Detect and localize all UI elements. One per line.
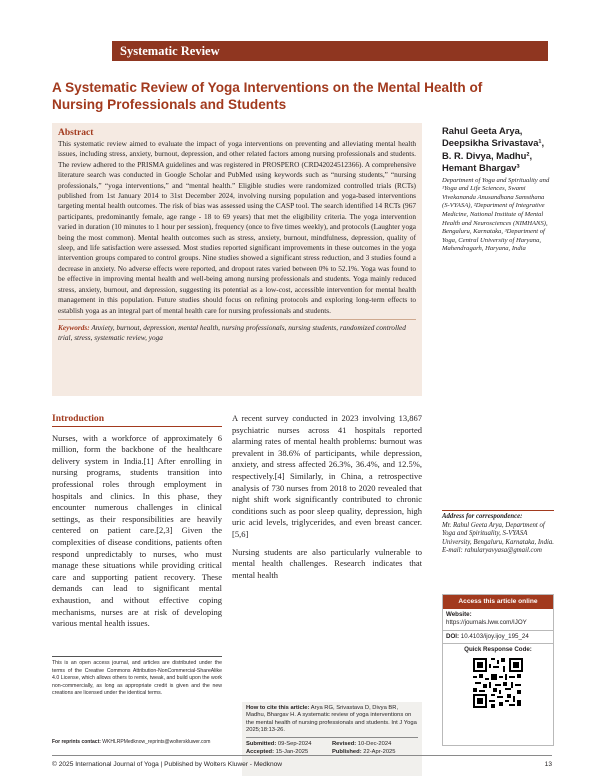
correspondence-label: Address for correspondence: (442, 513, 523, 520)
published-date: Published: 22-Apr-2025 (332, 749, 396, 756)
keywords-text: Anxiety, burnout, depression, mental health, nursing professionals, nursing students, randomized controlled trial, stress, systematic review, yoga (58, 322, 406, 343)
citation-label: How to cite this article: (246, 705, 310, 711)
license-notice: This is an open access journal, and articles are distributed under the terms of the Creative Commons Attribution-NonCommercial-ShareAlike 4.0 License, which allows others to remix, tweak, and build upon the work non-commercially, as long as appropriate credit is given and the new creations are licensed under the identical terms. (52, 656, 222, 698)
page-footer (52, 759, 552, 771)
website-link[interactable]: https://journals.lww.com/IJOY (446, 619, 527, 627)
citation-divider (246, 737, 418, 738)
footer-divider (52, 755, 552, 756)
body-column-middle (232, 413, 422, 587)
qr-label: Quick Response Code: (464, 646, 532, 654)
access-online-box (442, 594, 554, 746)
intro-paragraph-2: A recent survey conducted in 2023 involving 13,867 psychiatric nurses across 41 hospitals reported alarming rates of mental health problems: burnout was prevalent in 38.6% of participants, while depression, anxiety, and stress affected 26.3%, 36.4%, and 12.5%, respectively.[4] Similarly, in China, a retrospective analysis of 730 nurses from 2018 to 2020 revealed that night shift work significantly contributed to chronic conditions such as poor sleep quality, depression, high uric acid levels, triglycerides, and even breast cancer.[5,6] (232, 413, 422, 539)
accepted-date: Accepted: 15-Jan-2025 (246, 749, 309, 756)
website-row: Website: https://journals.lww.com/IJOY (443, 609, 553, 631)
abstract-divider (58, 319, 416, 320)
submitted-date: Submitted: 09-Sep-2024 (246, 740, 312, 747)
keywords (58, 323, 416, 344)
abstract-text: This systematic review aimed to evaluate the impact of yoga interventions on preventing and alleviating mental health issues, including stress, anxiety, burnout, depression, and other related factors among nursing professionals and students. The review adhered to the PRISMA guidelines and was registered in PROSPERO (CRD42024512366). A comprehensive literature search was conducted in Google Scholar and PubMed using keywords such as “nursing students,” “nursing professionals,” “yoga interventions,” and “mental health.” Eligible studies were randomized controlled trials (RCTs) published from 1st January 2014 to 31st December 2024, involving nursing population and yoga-based interventions targeting mental health outcomes. The risk of bias was assessed using the CASP tool. The search identified 14 RCTs (967 participants, predominantly female, age range - 18 to 69 years) that met the eligibility criteria. The yoga intervention varied in duration (10 minutes to 1 hour per session), frequency (once to five times weekly), and protocols (Laughter yoga being the most common). Mental health outcomes such as stress, anxiety, burnout, mindfulness, depression, quality of sleep, and life satisfaction were assessed. Most studies reported significant improvements in these outcomes in the yoga intervention groups compared to control groups. Nine studies showed a significant stress reduction, and 3 studies found a decrease in anxiety. No adverse effects were reported, and dropout rates varied between 0% to 52.1%. Yoga was found to be effective in improving mental health and well-being among nursing professionals and students. Yoga mainly reduced stress, anxiety, burnout, and depression, suggesting its potential as a low-cost, accessible intervention for mental health management in this population. Future studies should focus on refining protocols and exploring long-term effects to establish yoga as an integral part of mental health care for nursing professionals and students. (58, 139, 416, 315)
intro-paragraph-1: Nurses, with a workforce of approximately 6 million, form the backbone of the healthcare delivery system in India.[1] After enrolling in nursing programs, students transition into professional roles through employment in hospitals and clinics. In this phase, they encounter numerous challenges in clinical settings, as their responsibilities are heavily centered on patient care.[2,3] Given the complexities of disease conditions, patients often respond unpredictably to nurses, who must manage these situations while providing critical care and supporting patient recovery. These demands can lead to significant mental exhaustion, and without effective coping mechanisms, nurses are at risk of developing various mental health issues. (52, 432, 222, 629)
correspondence-text: Mr. Rahul Geeta Arya, Department of Yoga and Spirituality, S-VYASA University, Bengaluru, Karnataka, India. E-mail: rahularyavyasa@gmail.com (442, 521, 554, 555)
qr-code-icon (473, 658, 523, 708)
doi-link[interactable]: 10.4103/ijoy.ijoy_195_24 (460, 632, 529, 640)
doi-row: DOI: 10.4103/ijoy.ijoy_195_24 (443, 631, 553, 644)
reprints-label: For reprints contact: (52, 739, 101, 745)
body-column-left (52, 413, 222, 636)
heading-rule (52, 426, 222, 427)
reprints-contact (52, 739, 222, 745)
author-names: Rahul Geeta Arya, Deepsikha Srivastava¹, B. R. Divya, Madhu², Hemant Bhargav³ (442, 125, 545, 174)
article-title: A Systematic Review of Yoga Interventions on the Mental Health of Nursing Professionals and Students (52, 80, 483, 112)
abstract-heading: Abstract (58, 128, 94, 138)
page-number: 13 (544, 761, 552, 768)
reprints-email[interactable]: WKHLRPMedknow_reprints@wolterskluwer.com (102, 739, 211, 745)
revised-date: Revised: 10-Dec-2024 (332, 740, 392, 747)
correspondence-block (442, 510, 554, 556)
keywords-label: Keywords: (58, 322, 90, 332)
footer-copyright: © 2025 International Journal of Yoga | Published by Wolters Kluwer - Medknow (52, 761, 283, 768)
introduction-heading: Introduction (52, 413, 222, 427)
access-heading: Access this article online (443, 595, 553, 609)
abstract-box (52, 123, 422, 396)
section-banner: Systematic Review (112, 41, 548, 61)
author-block (442, 125, 552, 254)
intro-paragraph-3: Nursing students are also particularly vulnerable to mental health challenges. Research indicates that mental health (232, 546, 422, 580)
citation-text: Arya RG, Srivastava D, Divya BR, Madhu, Bhargav H. A systematic review of yoga interventions on the mental health of nursing professionals and students. Int J Yoga 2025;18:13-26. (246, 705, 417, 734)
author-affiliations: Department of Yoga and Spirituality and ¹Yoga and Life Sciences, Swami Vivekananda Anusandhana Samsthana (S-VYASA), ²Department of Integrative Medicine, National Institute of Mental Health and Neurosciences (NIMHANS), Bengaluru, Karnataka, ³Department of Yoga, Central University of Haryana, Mahendragarh, Haryana, India (442, 176, 550, 253)
